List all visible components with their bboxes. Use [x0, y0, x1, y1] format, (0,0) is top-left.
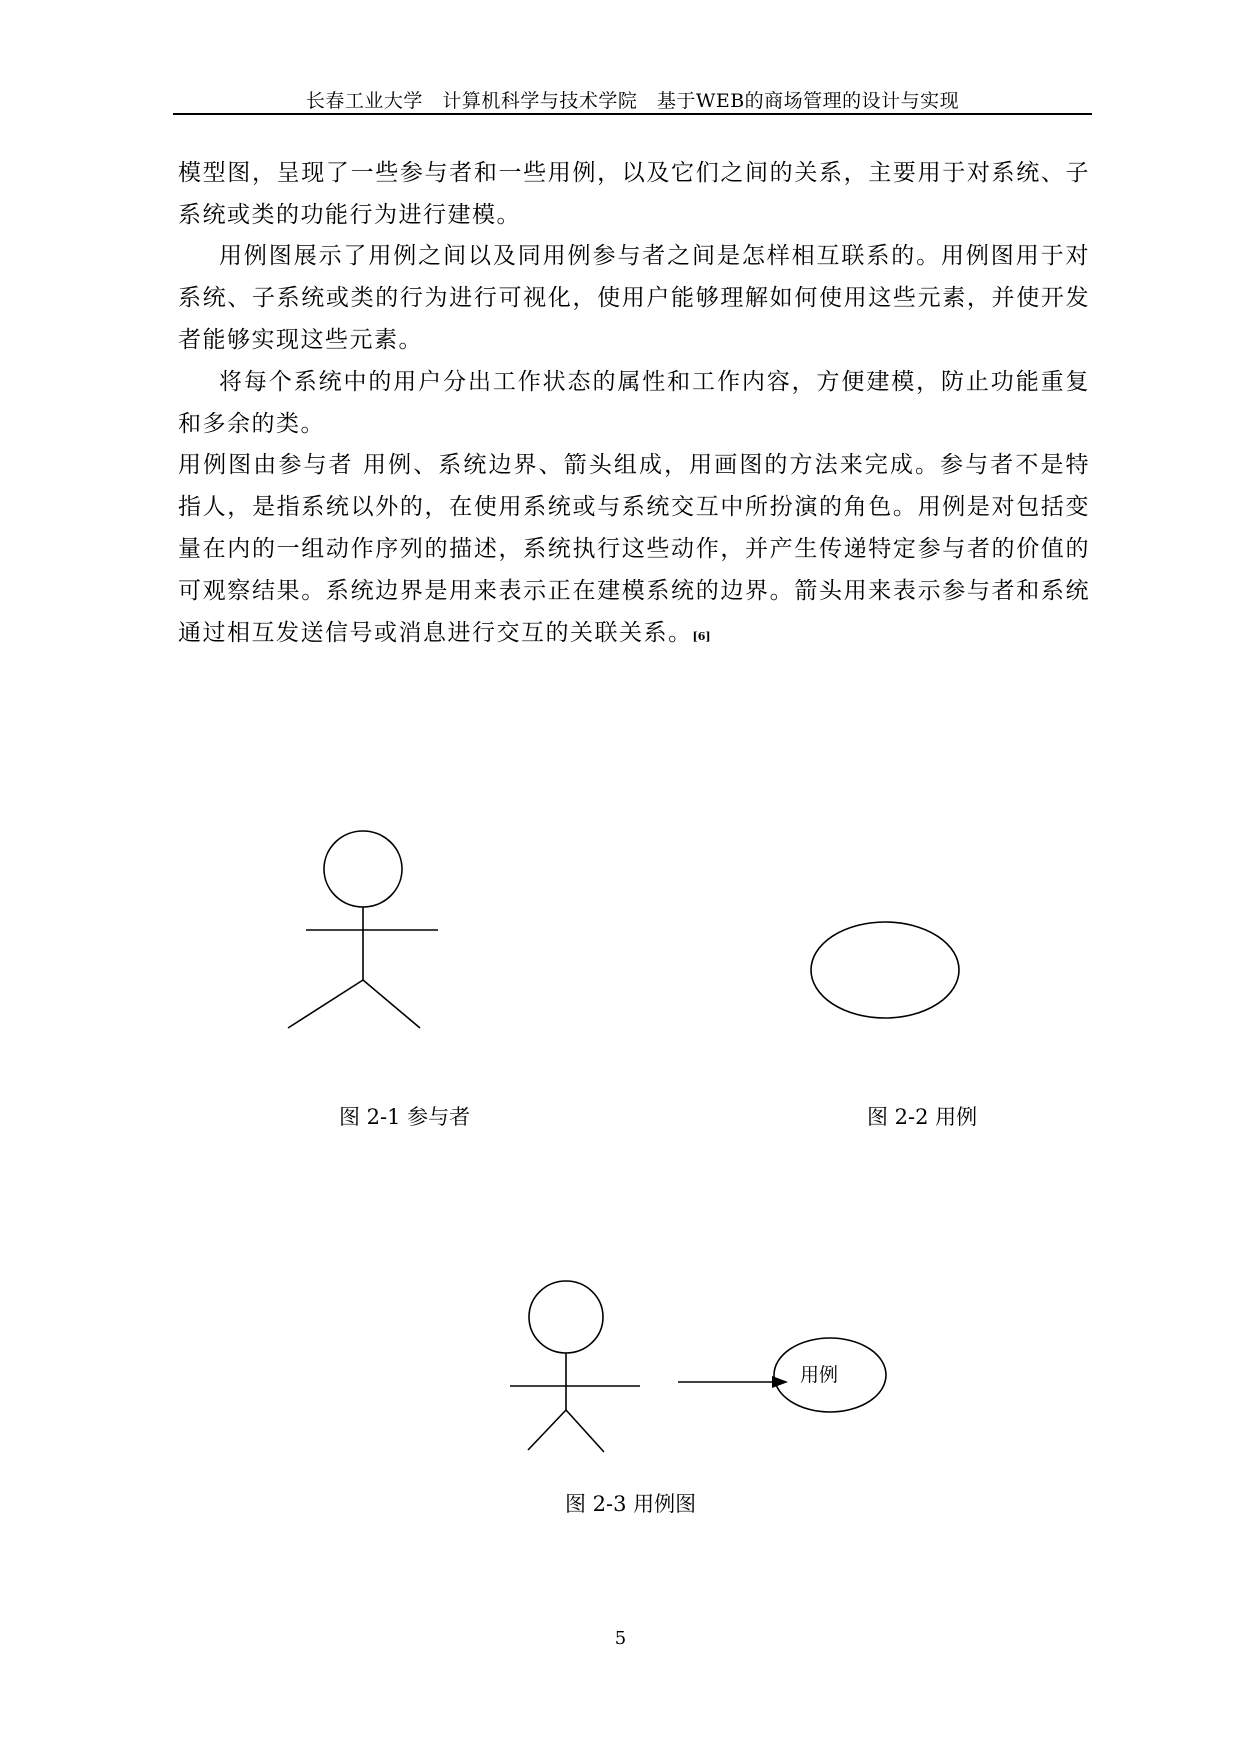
- header-rule: [173, 113, 1092, 115]
- diagram-actor-head: [529, 1281, 603, 1353]
- paragraph-3: 将每个系统中的用户分出工作状态的属性和工作内容，方便建模，防止功能重复和多余的类。: [178, 369, 1090, 437]
- figure-actor: [280, 830, 460, 1030]
- diagram-actor-left-leg: [528, 1410, 566, 1450]
- figure-2-1-caption: 图 2-1 参与者: [339, 1105, 471, 1129]
- diagram-usecase-label: 用例: [800, 1364, 839, 1386]
- actor-head: [324, 831, 402, 907]
- running-header: 长春工业大学 计算机科学与技术学院 基于WEB的商场管理的设计与实现: [305, 90, 960, 112]
- actor-left-leg: [288, 980, 363, 1028]
- figure-2-2-caption: 图 2-2 用例: [867, 1105, 978, 1129]
- paragraph-1: 模型图，呈现了一些参与者和一些用例，以及它们之间的关系，主要用于对系统、子系统或类的功能行为进行建模。: [178, 160, 1090, 228]
- citation-marker: [6]: [692, 630, 711, 643]
- figure-usecase: [810, 920, 962, 1020]
- association-arrowhead: [772, 1376, 788, 1388]
- paragraph-4: [178, 444, 1090, 654]
- page-number: 5: [614, 1628, 627, 1649]
- actor-right-leg: [363, 980, 420, 1028]
- usecase-ellipse: [811, 922, 959, 1018]
- figure-usecase-diagram: [510, 1280, 890, 1460]
- paragraph-2: 用例图展示了用例之间以及同用例参与者之间是怎样相互联系的。用例图用于对系统、子系统或类的行为进行可视化，使用户能够理解如何使用这些元素，并使开发者能够实现这些元素。: [178, 243, 1090, 353]
- diagram-actor-right-leg: [566, 1410, 604, 1452]
- paragraph-4-text: 用例图由参与者 用例、系统边界、箭头组成，用画图的方法来完成。参与者不是特指人，是指系统以外的，在使用系统或与系统交互中所扮演的角色。用例是对包括变量在内的一组动作序列的描述，系统执行这些动作，并产生传递特定参与者的价值的可观察结果。系统边界是用来表示正在建模系统的边界。箭头用来表示参与者和系统通过相互发送信号或消息进行交互的关联关系。: [178, 452, 1090, 646]
- figure-2-3-caption: 图 2-3 用例图: [565, 1492, 697, 1516]
